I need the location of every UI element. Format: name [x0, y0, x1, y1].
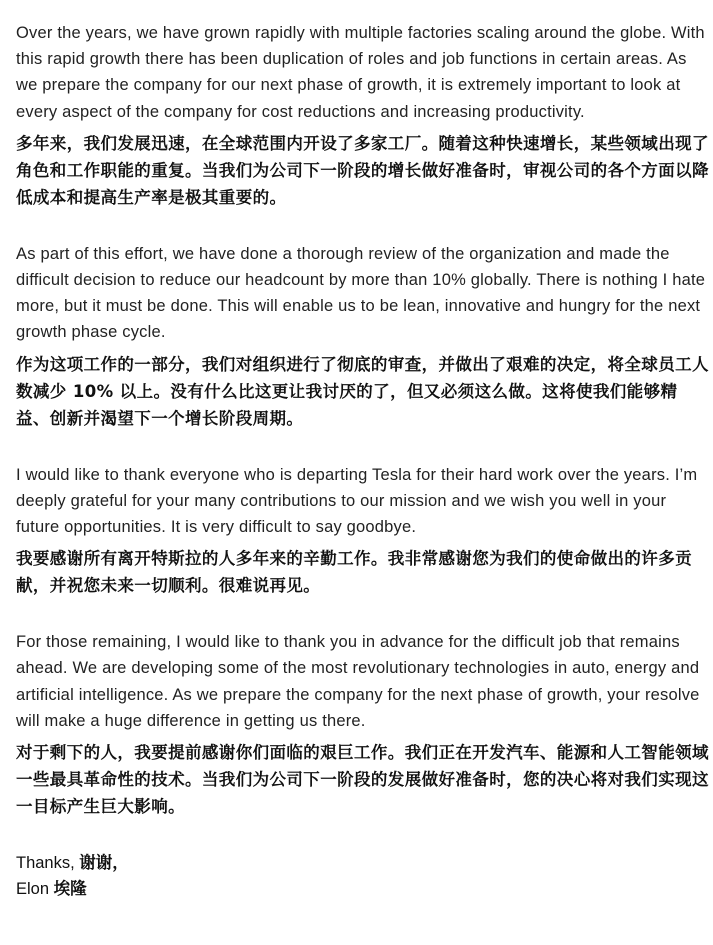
signature-name-chinese: 埃隆: [53, 879, 87, 899]
paragraph-1-chinese: 多年来，我们发展迅速，在全球范围内开设了多家工厂。随着这种快速增长，某些领域出现了角色和工作职能的重复。当我们为公司下一阶段的增长做好准备时，审视公司的各个方面以降低成本和提高生产率是极其重要的。: [16, 133, 709, 207]
letter: [16, 20, 711, 902]
closing-chinese: 谢谢，: [79, 853, 129, 873]
signature-line: [16, 876, 711, 902]
paragraph-4-chinese: 对于剩下的人，我要提前感谢你们面临的艰巨工作。我们正在开发汽车、能源和人工智能领域一些最具革命性的技术。当我们为公司下一阶段的发展做好准备时，您的决心将对我们实现这一目标产生巨大影响。: [16, 743, 709, 817]
paragraph-2: [16, 241, 711, 432]
paragraph-4: [16, 629, 711, 820]
closing-english: Thanks,: [16, 854, 75, 873]
paragraph-2-chinese: 作为这项工作的一部分，我们对组织进行了彻底的审查，并做出了艰难的决定，将全球员工人数减少 10% 以上。没有什么比这更让我讨厌的了，但又必须这么做。这将使我们能够精益、创新并渴望下一个增长阶段周期。: [16, 354, 709, 428]
closing-line: [16, 850, 711, 876]
paragraph-3: [16, 462, 711, 600]
paragraph-1: [16, 20, 711, 211]
paragraph-3-english: I would like to thank everyone who is departing Tesla for their hard work over the years. I’m deeply grateful for your many contributions to our mission and we wish you well in your future opportunities. It is very difficult to say goodbye.: [16, 465, 698, 537]
paragraph-1-english: Over the years, we have grown rapidly with multiple factories scaling around the globe. With this rapid growth there has been duplication of roles and job functions in certain areas. As we prepare the company for our next phase of growth, it is extremely important to look at every aspect of the company for cost reductions and increasing productivity.: [16, 24, 705, 121]
signoff: [16, 850, 711, 902]
paragraph-2-english: As part of this effort, we have done a thorough review of the organization and made the difficult decision to reduce our headcount by more than 10% globally. There is nothing I hate more, but it must be done. This will enable us to be lean, innovative and hungry for the next growth phase cycle.: [16, 244, 706, 342]
signature-name-english: Elon: [16, 880, 50, 899]
paragraph-4-english: For those remaining, I would like to thank you in advance for the difficult job that remains ahead. We are developing some of the most revolutionary technologies in auto, energy and artificial intelligence. As we prepare the company for the next phase of growth, your resolve will make a huge difference in getting us there.: [16, 633, 700, 730]
paragraph-3-chinese: 我要感谢所有离开特斯拉的人多年来的辛勤工作。我非常感谢您为我们的使命做出的许多贡献，并祝您未来一切顺利。很难说再见。: [16, 549, 692, 596]
